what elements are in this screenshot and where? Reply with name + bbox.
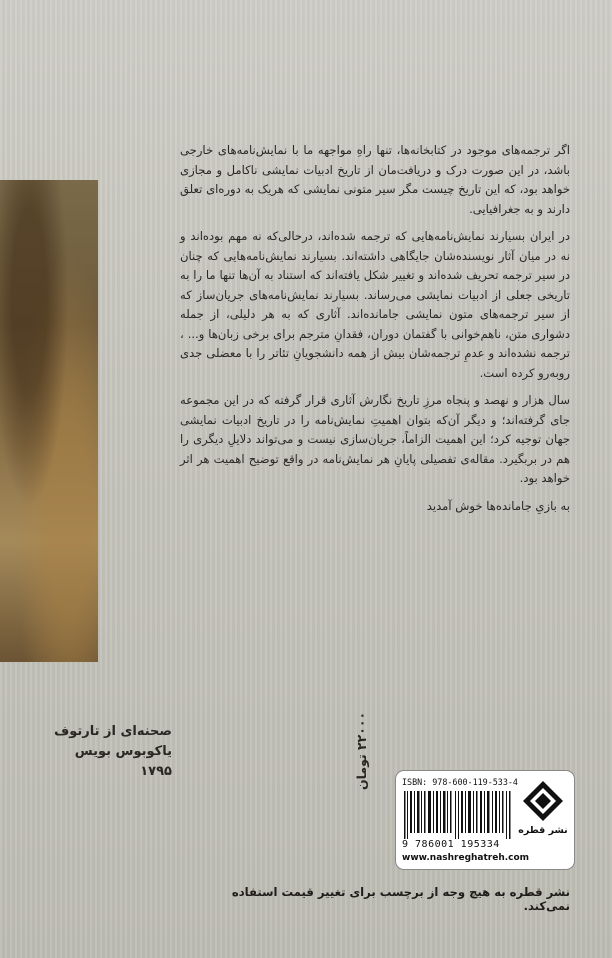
publisher-url: www.nashreghatreh.com (402, 853, 530, 863)
price-notice: نشر قطره به هیچ وجه از برچسب برای تغییر قیمت استفاده نمی‌کند. (231, 885, 570, 913)
barcode-bars (404, 791, 512, 839)
closing-line: به بازیِ جامانده‌ها خوش آمدید (426, 498, 570, 513)
paragraph-3: سال هزار و نهصد و پنجاه مرزِ تاریخ نگارش آثاری قرار گرفته که در این مجموعه جای گرفته‌اند؛ و دیگر آن‌که بتوان اهمیتِ نمایش‌نامه را در تاریخ ادبیات نمایشی جهان توجیه کرد؛ این اهمیت الزاماً، جریان‌سازی نیست و می‌تواند دلایلِ دیگری را هم در بربگیرد. مقاله‌ی تفصیلی پایانِ هر نمایش‌نامه در واقع توضیح اهمیت هر اثر خواهد بود. (180, 393, 570, 485)
blurb-text (180, 141, 570, 524)
publisher-logo (518, 779, 568, 843)
price-label: ۲۲۰۰۰ تومان (354, 711, 369, 790)
painting-image (0, 180, 98, 662)
drop-logo-icon (521, 779, 565, 823)
caption-title: صحنه‌ای از تارتوف (54, 724, 172, 739)
paragraph-1: اگر ترجمه‌های موجود در کتابخانه‌ها، تنها راهِ مواجهه ما با نمایش‌نامه‌های خارجی باشد، در این صورت درک و دریافت‌مان از تاریخ ادبیات نمایشی ناکامل و مجازی خواهد بود، که این تاریخ چیست مگر سیر متونی نمایشی که هریک به دوره‌ای تعلق دارند و به جغرافیایی. (180, 143, 570, 216)
caption-artist: یاکوبوس بویس (74, 744, 172, 759)
isbn-text: ISBN: 978-600-119-533-4 (402, 777, 518, 787)
isbn-digits: 9 786001 195334 (402, 839, 500, 850)
publisher-name: نشر قطره (518, 825, 568, 836)
caption-year: ۱۷۹۵ (140, 764, 172, 779)
image-caption (42, 722, 172, 782)
paragraph-2: در ایران بسیارند نمایش‌نامه‌هایی که ترجمه شده‌اند، درحالی‌که نه مهم بوده‌اند و نه در میان آثار نویسنده‌شان جایگاهی داشته‌اند. بسیارند نمایش‌نامه‌هایی که چنان در سیر ترجمه تحریف شده‌اند و تغییر شکل یافته‌اند که استناد به آن‌ها تنها ما را به تاریخی جعلی از ادبیات نمایشی می‌رساند. بسیارند نمایش‌نامه‌های جریان‌ساز که از سیر ترجمه‌های متون نمایشی جامانده‌اند. آثاری که به هر دلیلی، از جمله دشواری متن، ناهم‌خوانی با گفتمان دوران، فقدانِ مترجم برای برخی زبان‌ها و... ، ترجمه نشده‌اند و عدمِ ترجمه‌شان بیش از همه دانشجویانِ تئاتر را با معضلی جدی روبه‌رو کرده است. (180, 229, 570, 380)
barcode-box (395, 770, 575, 870)
